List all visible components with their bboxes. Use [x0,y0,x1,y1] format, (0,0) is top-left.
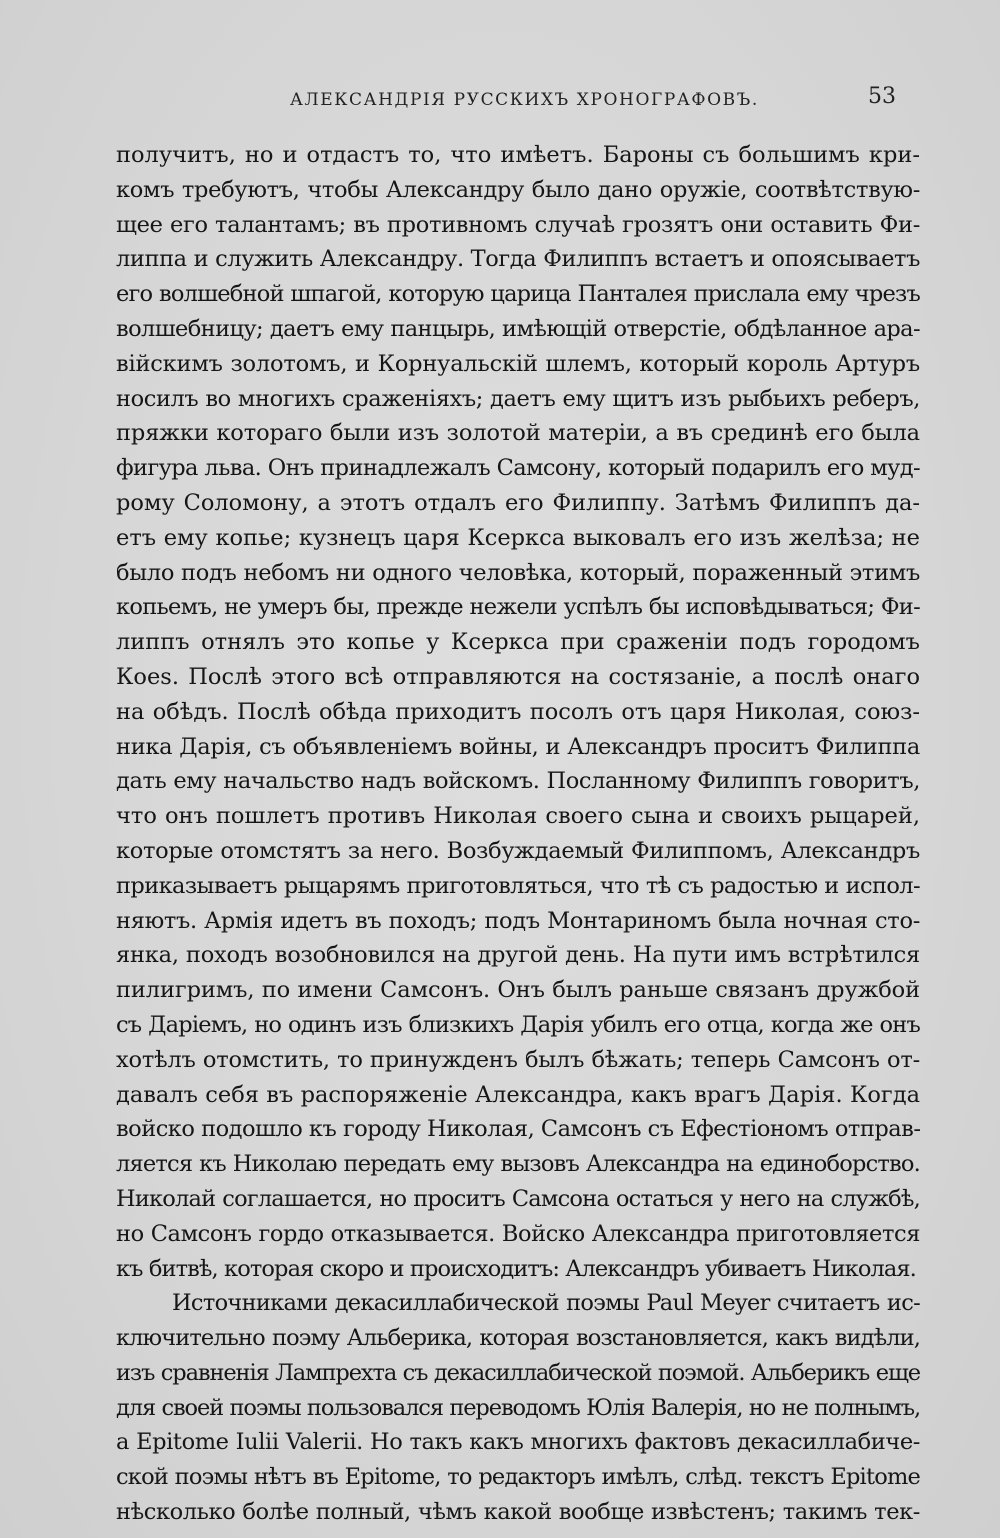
text-line: было подъ небомъ ни одного человѣка, который, пораженный этимъ [116,559,920,586]
text-line: войско подошло къ городу Николая, Самсонъ съ Ефестіономъ отправ- [116,1116,921,1143]
text-line: а Epitome Iulii Valerii. Но такъ какъ многихъ фактовъ декасиллабиче- [116,1429,920,1456]
text-line: рому Соломону, а этотъ отдалъ его Филиппу. Затѣмъ Филиппъ да- [116,489,920,516]
body-text [116,138,920,1530]
text-line: получитъ, но и отдастъ то, что имѣетъ. Бароны съ большимъ кри- [116,142,920,168]
text-line: нѣсколько болѣе полный, чѣмъ какой вообще извѣстенъ; такимъ тек- [116,1499,920,1526]
text-line: ляется къ Николаю передать ему вызовъ Александра на единоборство. [116,1151,920,1178]
text-line: Коеs. Послѣ этого всѣ отправляются на состязаніе, а послѣ онаго [116,663,920,690]
page-number: 53 [868,84,896,109]
text-line: изъ сравненія Лампрехта съ декасиллабической поэмой. Альберикъ еще [116,1359,920,1386]
paragraph-end-line: къ битвѣ, которая скоро и происходитъ: Александръ убиваетъ Николая. [116,1255,916,1282]
text-line: війскимъ золотомъ, и Корнуальскій шлемъ, который король Артуръ [116,350,920,377]
text-line: комъ требуютъ, чтобы Александру было дано оружіе, соотвѣтствую- [116,176,920,203]
text-line: которые отомстятъ за него. Возбуждаемый Филиппомъ, Александръ [116,837,920,864]
text-line: ской поэмы нѣтъ въ Epitome, то редакторъ имѣлъ, слѣд. текстъ Epitome [116,1464,920,1491]
paragraph-first-line: Источниками декасиллабической поэмы Paul Meyer считаетъ ис- [172,1290,920,1317]
text-line: ключительно поэму Альберика, которая возстановляется, какъ видѣли, [116,1325,920,1352]
text-line: пилигримъ, по имени Самсонъ. Онъ былъ раньше связанъ дружбой [116,977,920,1004]
text-line: ника Дарія, съ объявленіемъ войны, и Александръ проситъ Филиппа [116,733,920,760]
text-line: янка, походъ возобновился на другой день. На пути имъ встрѣтился [116,942,920,969]
running-title: АЛЕКСАНДРІЯ РУССКИХЪ ХРОНОГРАФОВЪ. [290,90,759,110]
text-line: дать ему начальство надъ войскомъ. Посланному Филиппъ говоритъ, [116,768,920,795]
text-line: щее его талантамъ; въ противномъ случаѣ грозятъ они оставить Фи- [116,211,920,238]
text-line: его волшебной шпагой, которую царица Панталея прислала ему чрезъ [116,281,920,308]
text-line: копьемъ, не умеръ бы, прежде нежели успѣлъ бы исповѣдываться; Фи- [116,594,920,621]
text-line: волшебницу; даетъ ему панцырь, имѣющій отверстіе, обдѣланное ара- [116,315,920,342]
text-line: для своей поэмы пользовался переводомъ Юлія Валерія, но не полнымъ, [116,1394,920,1421]
text-line: давалъ себя въ распоряженіе Александра, какъ врагъ Дарія. Когда [116,1081,920,1108]
text-line: липпа и служить Александру. Тогда Филиппъ встаетъ и опоясываетъ [116,246,920,273]
text-line: етъ ему копье; кузнецъ царя Ксеркса выковалъ его изъ желѣза; не [116,524,920,551]
text-line: няютъ. Армія идетъ въ походъ; подъ Монтариномъ была ночная сто- [116,907,920,934]
text-line: на обѣдъ. Послѣ обѣда приходитъ посолъ отъ царя Николая, союз- [116,698,920,725]
text-line: что онъ пошлетъ противъ Николая своего сына и своихъ рыцарей, [116,803,920,830]
text-line: но Самсонъ гордо отказывается. Войско Александра приготовляется [116,1220,920,1247]
text-line: пряжки котораго были изъ золотой матеріи, а въ срединѣ его была [116,420,920,447]
text-line: липпъ отнялъ это копье у Ксеркса при сраженіи подъ городомъ [116,629,920,656]
text-line: фигура льва. Онъ принадлежалъ Самсону, который подарилъ его муд- [116,455,921,482]
text-line: носилъ во многихъ сраженіяхъ; даетъ ему щитъ изъ рыбьихъ реберъ, [116,385,920,412]
text-line: приказываетъ рыцарямъ приготовляться, что тѣ съ радостью и испол- [116,872,920,899]
text-line: съ Даріемъ, но одинъ изъ близкихъ Дарія убилъ его отца, когда же онъ [116,1011,920,1038]
text-line: Николай соглашается, но проситъ Самсона остаться у него на службѣ, [116,1185,920,1212]
text-line: хотѣлъ отомстить, то принужденъ былъ бѣжать; теперь Самсонъ от- [116,1046,920,1073]
